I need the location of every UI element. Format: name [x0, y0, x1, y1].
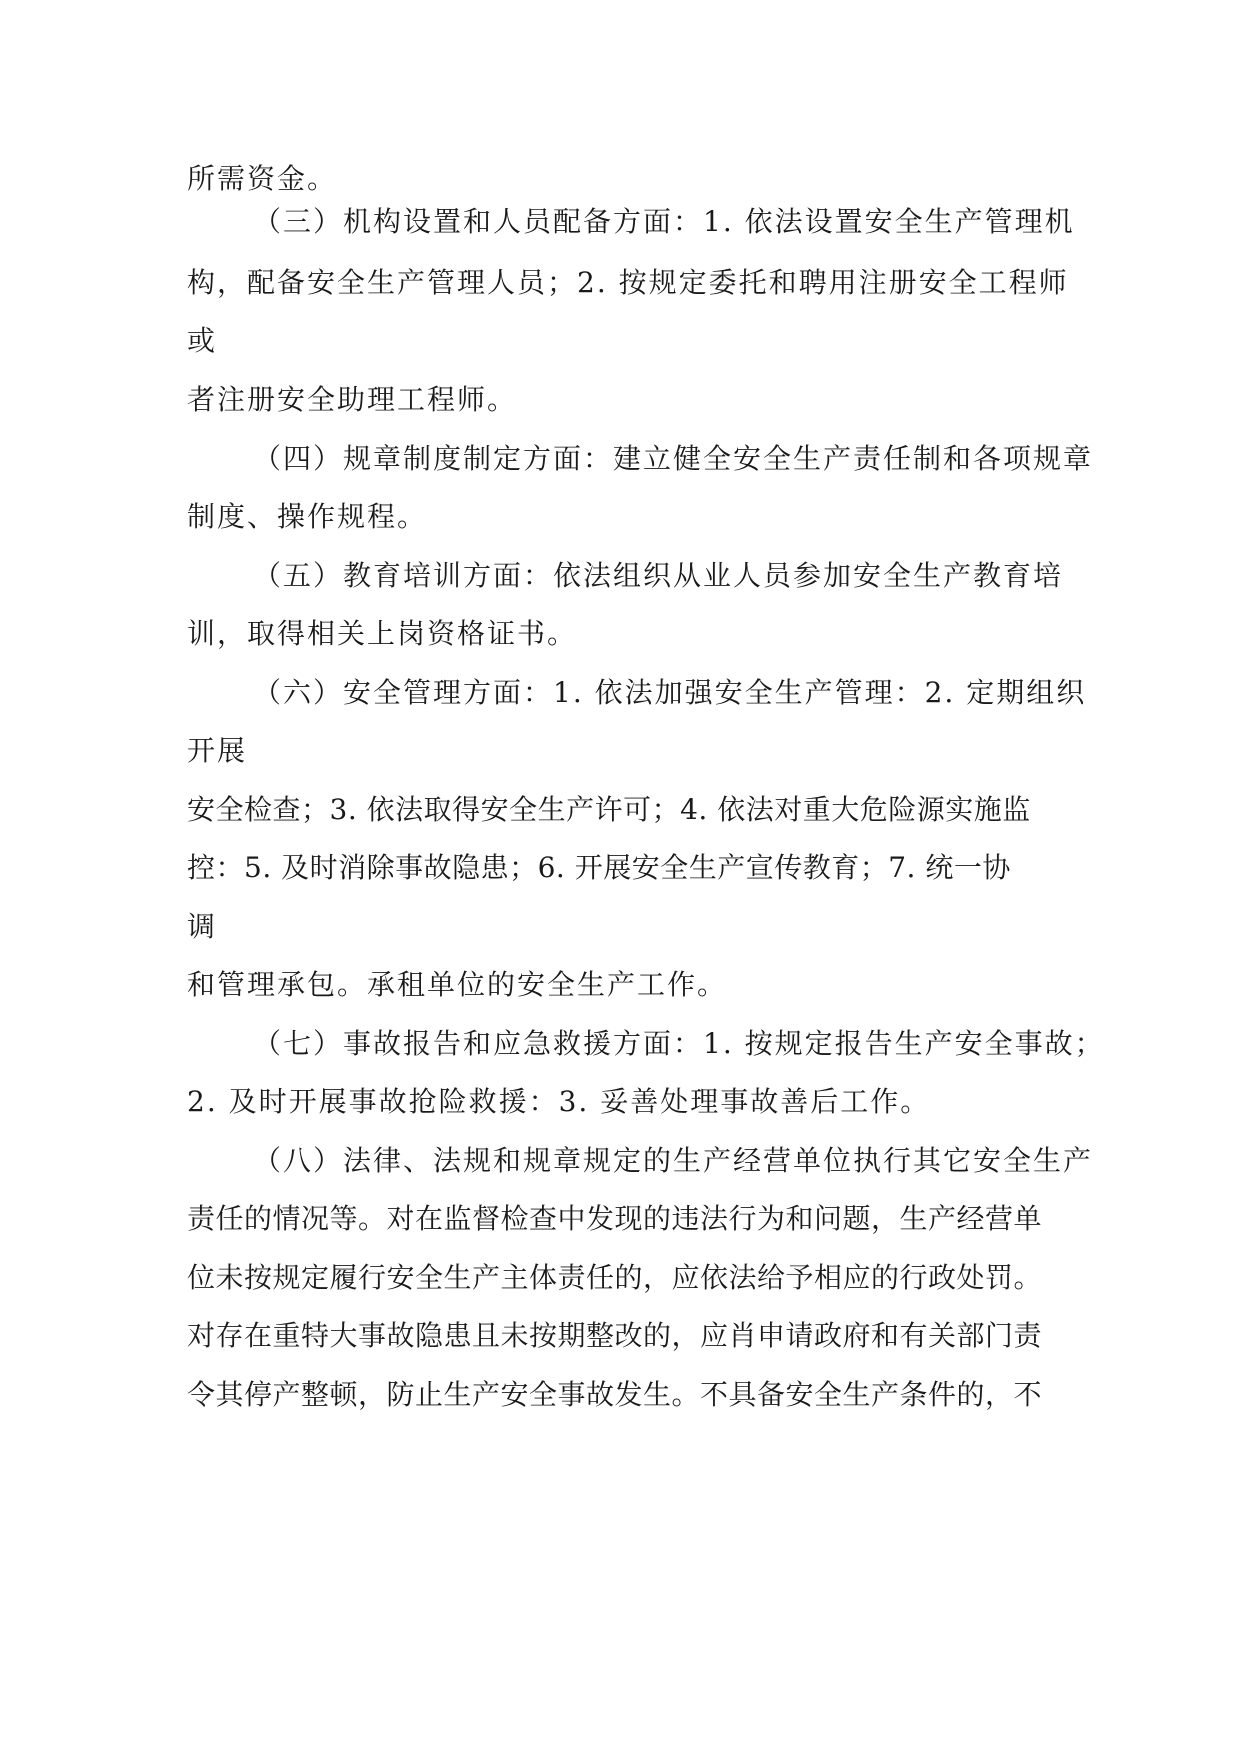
text-line: 调 — [187, 910, 218, 943]
text-line: 开展 — [187, 734, 248, 767]
text-line: （五）教育培训方面：依法组织从业人员参加安全生产教育培 — [253, 559, 1064, 592]
text-line: 者注册安全助理工程师。 — [187, 383, 518, 416]
text-line: 制度、操作规程。 — [187, 500, 428, 533]
text-line: 责任的情况等。对在监督检查中发现的违法行为和问题，生产经营单 — [187, 1202, 1043, 1235]
text-line: （三）机构设置和人员配备方面：1. 依法设置安全生产管理机 — [253, 205, 1075, 238]
text-line: 令其停产整顿，防止生产安全事故发生。不具备安全生产条件的，不 — [187, 1378, 1043, 1411]
text-line: （四）规章制度制定方面：建立健全安全生产责任制和各项规章 — [253, 442, 1094, 475]
text-line: 安全检查；3. 依法取得安全生产许可；4. 依法对重大危险源实施监 — [187, 793, 1031, 826]
text-line: （七）事故报告和应急救援方面：1. 按规定报告生产安全事故； — [253, 1027, 1105, 1060]
text-line: 和管理承包。承租单位的安全生产工作。 — [187, 968, 728, 1001]
text-line: 所需资金。 — [187, 162, 338, 195]
text-line: 控：5. 及时消除事故隐患；6. 开展安全生产宣传教育；7. 统一协 — [187, 851, 1011, 884]
text-line: （八）法律、法规和规章规定的生产经营单位执行其它安全生产 — [253, 1144, 1094, 1177]
text-line: 或 — [187, 324, 218, 357]
text-line: 对存在重特大事故隐患且未按期整改的，应肖申请政府和有关部门责 — [187, 1319, 1043, 1352]
text-line: 位未按规定履行安全生产主体责任的，应依法给予相应的行政处罚。 — [187, 1261, 1043, 1294]
text-line: 训，取得相关上岗资格证书。 — [187, 617, 578, 650]
text-line: （六）安全管理方面：1. 依法加强安全生产管理：2. 定期组织 — [253, 676, 1087, 709]
text-line: 构，配备安全生产管理人员；2. 按规定委托和聘用注册安全工程师 — [187, 266, 1069, 299]
text-line: 2. 及时开展事故抢险救援：3. 妥善处理事故善后工作。 — [187, 1085, 931, 1118]
